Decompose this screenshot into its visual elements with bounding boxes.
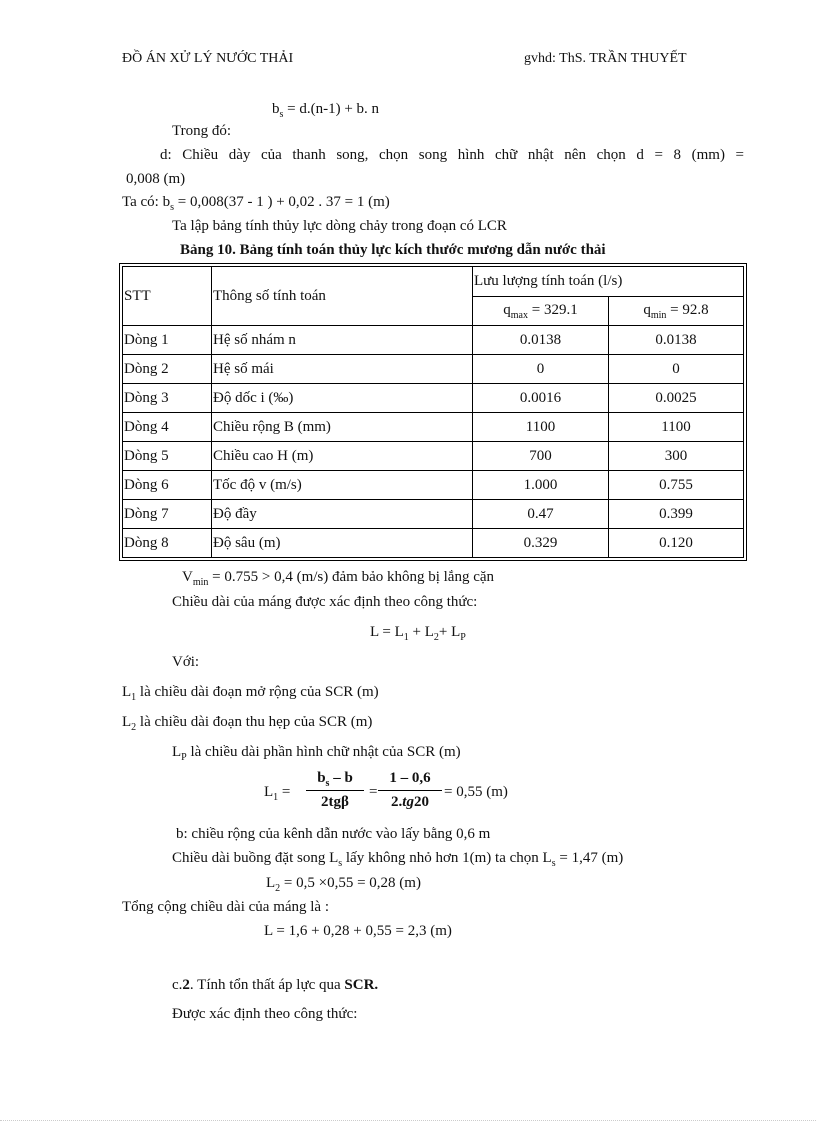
table-row: Dòng 4 Chiều rộng B (mm) 1100 1100 xyxy=(123,413,744,442)
table-head-qmin: $q_{min} = 92.8$ xyxy=(609,296,744,326)
vmin-check: $V_{min} = 0.755 > 0,4$ (m/s) đảm bảo không bị lắng cặn xyxy=(182,569,495,588)
table-row: Dòng 8 Độ sâu (m) 0.329 0.120 xyxy=(123,529,744,558)
b-description: b: chiều rộng của kênh dẫn nước vào lấy bằng 0,6 m xyxy=(176,826,491,842)
d-definition-line2: 0,008 (m) xyxy=(126,171,186,187)
L2-calculation: $L_2 = 0,5 \times 0,55 = 0,28$ (m) xyxy=(266,875,421,894)
table-head-stt: STT xyxy=(123,267,212,326)
fraction-1-06-over-2tg20: $\frac{1 - 0,6}{2.tg20}$ xyxy=(378,770,442,811)
header-right: gvhd: ThS. TRẦN THUYẾT xyxy=(524,51,687,66)
header-left: ĐỒ ÁN XỬ LÝ NƯỚC THẢI xyxy=(122,51,294,66)
L-formula: $L = L_1 + L_2+ L_P$ xyxy=(370,624,466,643)
table-title: Bảng 10. Bảng tính toán thủy lực kích thước mương dẫn nước thải xyxy=(180,242,606,258)
L2-definition: $L_2$ là chiều dài đoạn thu hẹp của SCR (m) xyxy=(122,714,373,733)
table-row: Dòng 1 Hệ số nhám n 0.0138 0.0138 xyxy=(123,326,744,355)
d-definition-line1: d: Chiều dày của thanh song, chọn song hình chữ nhật nên chọn d = 8 (mm) = xyxy=(160,147,744,163)
L-total: L = 1,6 + 0,28 + 0,55 = 2,3 (m) xyxy=(264,923,452,939)
chieu-dai-mang: Chiều dài của máng được xác định theo công thức: xyxy=(172,594,478,610)
page-bottom-divider xyxy=(0,1120,816,1121)
table-row: Dòng 7 Độ đầy 0.47 0.399 xyxy=(123,500,744,529)
table-row: Dòng 3 Độ dốc i (‰) 0.0016 0.0025 xyxy=(123,384,744,413)
fraction-bs-b-over-2tgb: $b_s$ – b 2tgβ xyxy=(306,770,364,811)
taco-line: Ta có: $b_s = 0,008(37 - 1$ ) + 0,02 . 37 = 1 (m) xyxy=(122,194,390,213)
LP-definition: $L_P$ là chiều dài phần hình chữ nhật của SCR (m) xyxy=(172,744,461,763)
table-head-qmax: $q_{max} = 329.1$ xyxy=(473,296,609,326)
table-head-flow: Lưu lượng tính toán (l/s) xyxy=(473,267,744,297)
trong-do: Trong đó: xyxy=(172,123,232,139)
table-row: Dòng 6 Tốc độ v (m/s) 1.000 0.755 xyxy=(123,471,744,500)
L1-definition: $L_1$ là chiều dài đoạn mở rộng của SCR (m) xyxy=(122,684,379,703)
section-c2-heading: c.2. Tính tổn thất áp lực qua SCR. xyxy=(172,977,379,993)
table-row: Dòng 2 Hệ số mái 0 0 xyxy=(123,355,744,384)
table-row: Dòng 5 Chiều cao H (m) 700 300 xyxy=(123,442,744,471)
lap-bang-line: Ta lập bảng tính thủy lực dòng chảy trong đoạn có LCR xyxy=(172,218,507,234)
voi-label: Với: xyxy=(172,654,200,670)
duoc-xac-dinh: Được xác định theo công thức: xyxy=(172,1006,358,1022)
formula-bs: $b_s = d.(n-1) + b$. n xyxy=(272,101,380,120)
hydraulic-table xyxy=(122,266,744,558)
tong-cong: Tổng cộng chiều dài của máng là : xyxy=(122,899,330,915)
table-head-param: Thông số tính toán xyxy=(212,267,473,326)
ls-line: Chiều dài buồng đặt song $L_s$ lấy không nhỏ hơn 1(m) ta chọn $L_s = 1,47$ (m) xyxy=(172,850,624,869)
